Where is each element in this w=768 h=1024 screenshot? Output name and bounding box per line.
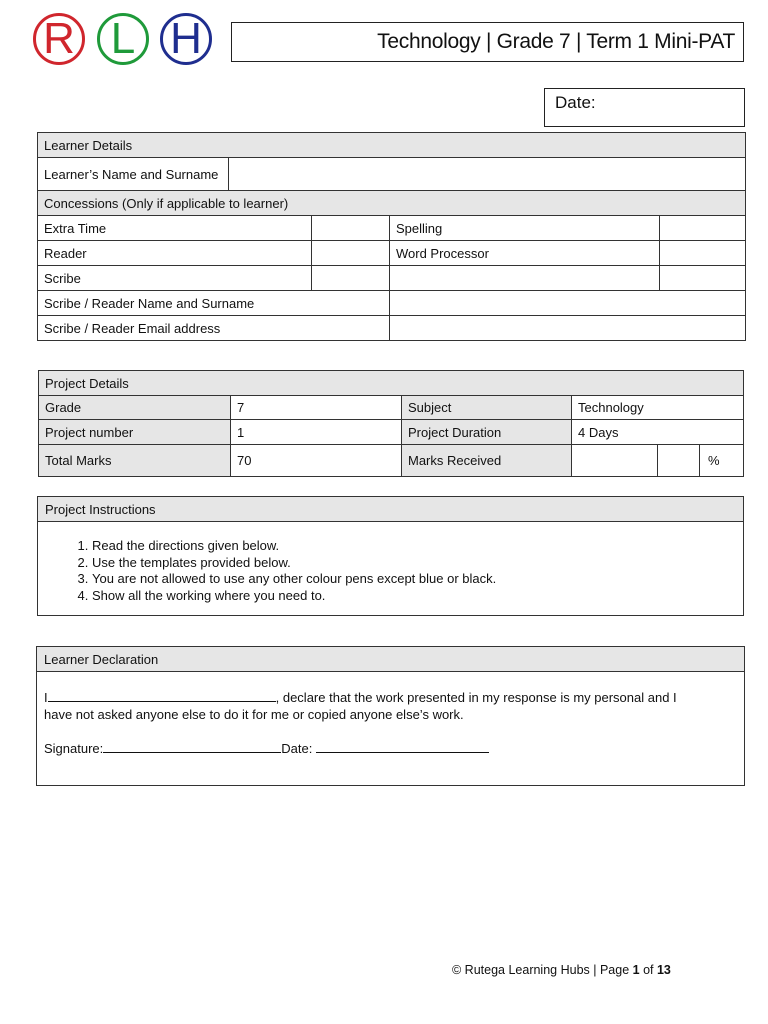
date-field[interactable] xyxy=(544,88,745,127)
percent-field[interactable] xyxy=(658,445,700,476)
declaration-date-line[interactable] xyxy=(316,739,489,753)
project-details-table xyxy=(38,370,744,477)
concession-word-processor-box[interactable] xyxy=(660,241,746,266)
concession-empty-label xyxy=(390,266,660,291)
logo-h-circle xyxy=(160,13,212,65)
instruction-item: 4. Show all the working where you need to. xyxy=(92,588,743,605)
concessions-heading: Concessions (Only if applicable to learner) xyxy=(38,191,746,216)
project-number-label: Project number xyxy=(39,420,231,445)
project-duration-label: Project Duration xyxy=(402,420,572,445)
project-number-value: 1 xyxy=(231,420,402,445)
declaration-text-part2: have not asked anyone else to do it for me or copied anyone else’s work. xyxy=(44,707,464,722)
signature-label: Signature: xyxy=(44,741,104,756)
learner-declaration xyxy=(36,646,745,786)
marks-received-label: Marks Received xyxy=(402,445,572,477)
logo-r-circle xyxy=(33,13,85,65)
logo-letter-h: H xyxy=(170,14,202,63)
instructions-heading: Project Instructions xyxy=(38,497,743,522)
percent-symbol: % xyxy=(708,453,720,468)
scribe-name-label: Scribe / Reader Name and Surname xyxy=(38,291,390,316)
declaration-name-line[interactable] xyxy=(48,688,276,702)
marks-received-field[interactable] xyxy=(572,445,658,477)
scribe-email-field[interactable] xyxy=(390,316,746,341)
footer-of: of xyxy=(639,963,657,977)
total-marks-value: 70 xyxy=(231,445,402,477)
title-text: Technology | Grade 7 | Term 1 Mini-PAT xyxy=(377,30,735,53)
footer-total-pages: 13 xyxy=(656,963,671,977)
total-marks-label: Total Marks xyxy=(39,445,231,477)
project-details-heading: Project Details xyxy=(39,371,744,396)
subject-label: Subject xyxy=(402,396,572,420)
logo-letter-l: L xyxy=(110,14,136,63)
learner-details-heading: Learner Details xyxy=(38,133,746,158)
subject-value: Technology xyxy=(572,396,744,420)
logo-letter-r: R xyxy=(43,14,75,63)
date-label: Date: xyxy=(555,93,596,112)
declaration-text-part1: , declare that the work presented in my response is my personal and I xyxy=(275,690,677,705)
concession-scribe-box[interactable] xyxy=(312,266,390,291)
concession-word-processor-label: Word Processor xyxy=(390,241,660,266)
instruction-item: 2. Use the templates provided below. xyxy=(92,555,743,572)
learner-details-table xyxy=(37,132,746,341)
project-duration-value: 4 Days xyxy=(572,420,744,445)
learner-name-label: Learner’s Name and Surname xyxy=(38,158,229,191)
declaration-date-label: Date: xyxy=(281,741,316,756)
logo-l-circle xyxy=(97,13,149,65)
signature-row xyxy=(37,739,744,757)
learner-name-field[interactable] xyxy=(229,158,746,191)
concession-extra-time-label: Extra Time xyxy=(38,216,312,241)
footer-page-number: 1 xyxy=(632,963,640,977)
declaration-prefix: I xyxy=(44,690,48,705)
concession-reader-box[interactable] xyxy=(312,241,390,266)
concession-scribe-label: Scribe xyxy=(38,266,312,291)
declaration-heading: Learner Declaration xyxy=(37,647,744,672)
page-title xyxy=(231,22,744,62)
grade-value: 7 xyxy=(231,396,402,420)
concession-empty-box[interactable] xyxy=(660,266,746,291)
signature-line[interactable] xyxy=(103,739,281,753)
instruction-item: 3. You are not allowed to use any other colour pens except blue or black. xyxy=(92,571,743,588)
concession-spelling-label: Spelling xyxy=(390,216,660,241)
percent-cell xyxy=(658,445,744,477)
declaration-text xyxy=(37,688,744,723)
page-footer xyxy=(452,963,671,977)
footer-text: © Rutega Learning Hubs | Page xyxy=(452,963,633,977)
scribe-email-label: Scribe / Reader Email address xyxy=(38,316,390,341)
project-instructions xyxy=(37,496,744,616)
grade-label: Grade xyxy=(39,396,231,420)
scribe-name-field[interactable] xyxy=(390,291,746,316)
instruction-item: 1. Read the directions given below. xyxy=(92,538,743,555)
concession-extra-time-box[interactable] xyxy=(312,216,390,241)
concession-reader-label: Reader xyxy=(38,241,312,266)
instructions-list xyxy=(38,538,743,604)
concession-spelling-box[interactable] xyxy=(660,216,746,241)
